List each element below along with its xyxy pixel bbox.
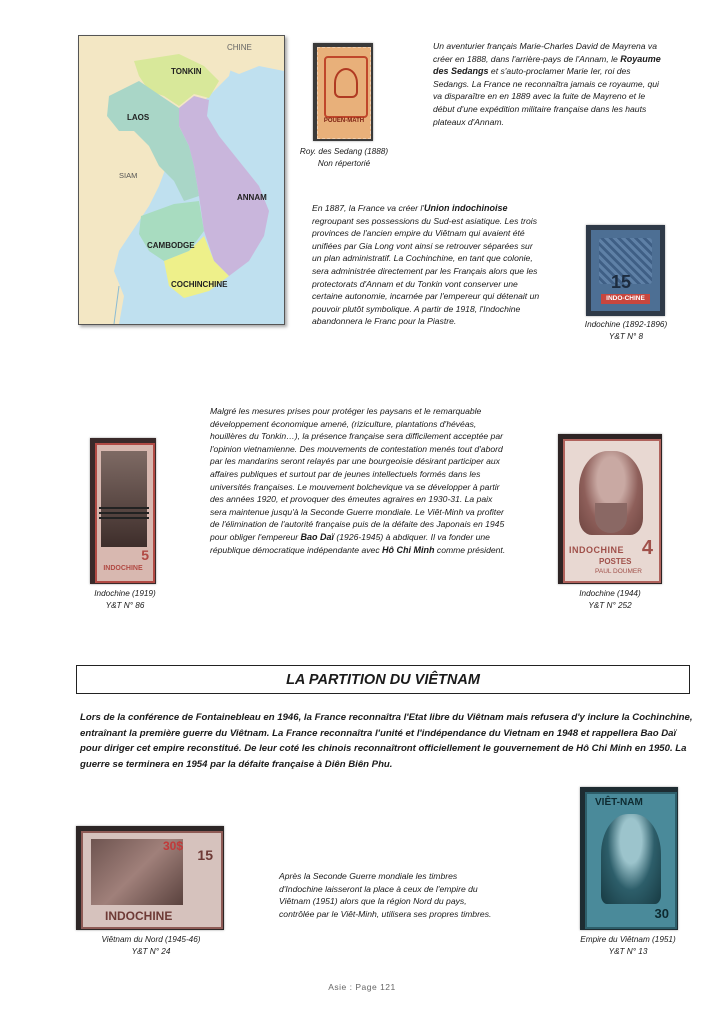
farmer-scene: [101, 451, 147, 547]
stamp-value: 15: [611, 272, 632, 292]
indochine-1892-stamp: [586, 225, 665, 316]
sedang-stamp: [313, 43, 373, 141]
sedang-kingdom: Royaume des Sedangs: [433, 53, 661, 77]
union-title: Union indochinoise: [423, 203, 508, 213]
stamp-country-label: INDO-CHINE: [601, 294, 650, 304]
north-vietnam-value: 15: [197, 847, 213, 863]
empire-vietnam-caption-ref: Y&T N° 13: [608, 946, 648, 956]
indochine-1919-caption-title: Indochine (1919): [94, 589, 156, 598]
stamp-1919-value: 5: [141, 547, 149, 563]
indochine-1919-caption-ref: Y&T N° 86: [105, 600, 145, 610]
doumer-stamp-country: INDOCHINE: [569, 545, 625, 555]
map-label-annam: ANNAM: [237, 193, 267, 202]
paul-doumer-stamp: [558, 434, 662, 584]
indochine-1919-caption: [80, 588, 170, 611]
bao-dai-name: Bao Daï: [300, 531, 335, 542]
map-label-chine: CHINE: [227, 43, 252, 52]
map-label-laos: LAOS: [127, 113, 150, 122]
crown-emblem: [334, 68, 358, 98]
north-vietnam-caption-ref: Y&T N° 24: [131, 946, 171, 956]
sedang-caption-title: Roy. des Sedang (1888): [299, 147, 389, 156]
sedang-caption-ref: Non répertorié: [317, 158, 371, 168]
sedang-caption: [298, 146, 390, 169]
overprint-bars: [99, 505, 149, 519]
union-paragraph: [312, 202, 542, 328]
paul-doumer-caption-title: Indochine (1944): [579, 589, 641, 598]
indochine-1892-caption-title: Indochine (1892-1896): [584, 320, 668, 329]
indochine-1892-caption-ref: Y&T N° 8: [608, 331, 644, 341]
union-text-a: En 1887, la France va créer l': [312, 203, 424, 213]
page-footer: Asie : Page 121: [328, 982, 396, 992]
doumer-stamp-value: 4: [641, 537, 653, 559]
movement-paragraph: [210, 405, 510, 556]
north-vietnam-caption-title: Viêtnam du Nord (1945-46): [101, 935, 201, 944]
movement-text-a: Malgré les mesures prises pour protéger les paysans et le remarquable développement économique amené, (riziculture, plantations d'hévéas, houillères du Tonkin…), la présence française sera difficilement acceptée par l'opinion vietnamienne. Des mouvements de contestation menés tout d'abord par les mandarins seront relayés par une bourgeoisie désirant participer aux affaires publiques et surtout par de jeunes intellectuels formés dans les universités françaises. Le mouvement bolchevique va se développer à partir des années 1920, et provoquer des émeutes agraires en 1930-31. La paix sera maintenue jusqu'à la Seconde Guerre mondiale. Le Viêt-Minh va profiter de l'élimination de l'autorité française puis de la défaite des Japonais en 1945 pour obliger l'empereur: [210, 406, 505, 542]
sedang-text-a: Un aventurier français Marie-Charles David de Mayrena va créer en 1888, dans l'arrière-pays de l'Annam, le: [433, 41, 658, 64]
map-label-cambodge: CAMBODGE: [147, 241, 195, 250]
bottom-paragraph: Après la Seconde Guerre mondiale les timbres d'Indochine laisseront la place à ceux de l'empire du Viêtnam (1951) alors que la région Nord du pays, contrôlée par le Viêt-Minh, utilisera ses propres timbres.: [279, 871, 492, 919]
north-vietnam-overprint: 30$: [163, 839, 184, 853]
ho-chi-minh-name: Hô Chi Minh: [382, 544, 435, 555]
sedang-stamp-text: POUEN-MATH: [323, 118, 365, 124]
paul-doumer-caption-ref: Y&T N° 252: [588, 600, 632, 610]
empire-vietnam-caption-title: Empire du Viêtnam (1951): [580, 935, 676, 944]
section-title: LA PARTITION DU VIÊTNAM: [76, 665, 690, 694]
north-vietnam-stamp: [76, 826, 224, 930]
north-vietnam-caption: [80, 934, 222, 957]
bao-dai-portrait: [601, 814, 661, 904]
stamp-1919-country: INDOCHINE: [103, 565, 143, 572]
doumer-beard: [595, 503, 627, 533]
map-svg: [79, 36, 284, 324]
indochine-1892-caption: [578, 319, 674, 342]
doumer-stamp-sub: POSTES: [599, 557, 632, 566]
empire-vietnam-caption: [566, 934, 690, 957]
indochine-1919-stamp: [90, 438, 156, 584]
empire-vietnam-stamp: [580, 787, 678, 930]
partition-paragraph: Lors de la conférence de Fontainebleau en 1946, la France reconnaîtra l'Etat libre du Viêtnam mais refusera d'y inclure la Cochinchine, entraînant la première guerre du Viêtnam. La France reconnaîtra l'unité et l'indépendance du Vietnam en 1948 et rappellera Bao Daï pour diriger cet empire reconstitué. De leur coté les chinois reconnaîtront officiellement le gouvernement de Hô Chi Minh en 1950. La guerre se terminera en 1954 par la défaite française à Diên Biên Phu.: [80, 712, 693, 770]
paul-doumer-caption: [562, 588, 658, 611]
doumer-stamp-name: PAUL DOUMER: [595, 568, 642, 575]
map-label-cochinchine: COCHINCHINE: [171, 280, 228, 289]
map-label-tonkin: TONKIN: [171, 67, 202, 76]
union-text-b: regroupant ses possessions du Sud-est asiatique. Les trois provinces de l'ancien empire du Viêtnam qui avaient été unifiées par Gia Long vont ainsi se retrouver séparées sur un plan administratif. La Cochinchine, en tant que colonie, sera administrée directement par les Français alors que les protectorats d'Annam et du Tonkin vont conserver une certaine autonomie, incarnée par l'empereur qui détenait un pouvoir plutôt symbolique. A partir de 1918, l'Indochine abandonnera le Franc pour la Piastre.: [312, 215, 540, 327]
north-vietnam-country: INDOCHINE: [105, 909, 173, 923]
sedang-text-b: et s'auto-proclamer Marie Ier, roi des Sedangs. La France ne reconnaîtra jamais ce royaume, qui va disparaître en en 1889 avec la fuite de Mayreno et le début d'une expédition militaire française dans les hauts plateaux d'Annam.: [433, 66, 659, 127]
indochina-map: [78, 35, 285, 325]
empire-stamp-country: VIÊT-NAM: [595, 797, 643, 808]
movement-text-c: comme président.: [434, 544, 506, 555]
movement-text-b: (1926-1945) à abdiquer. Il va fonder une république démocratique indépendante avec: [210, 531, 490, 555]
map-label-siam: SIAM: [119, 171, 138, 180]
empire-stamp-value: 30: [654, 906, 669, 921]
sedang-paragraph: [433, 40, 665, 128]
